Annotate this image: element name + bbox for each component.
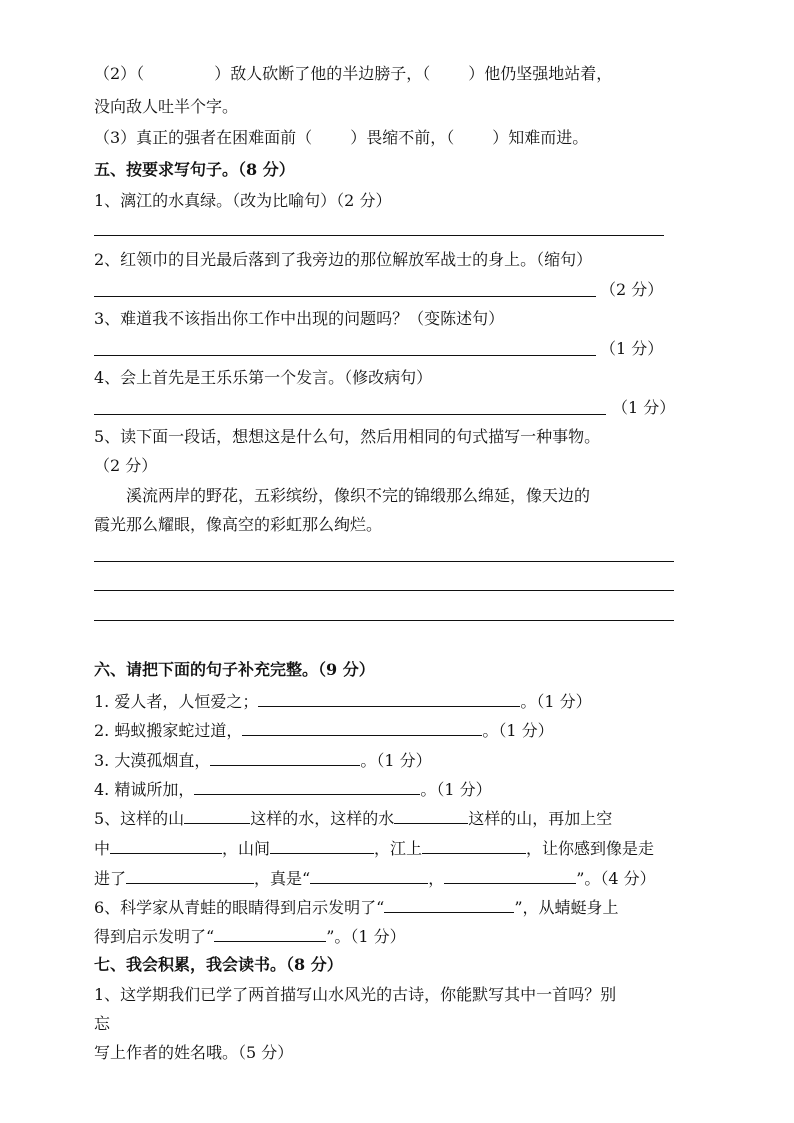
s6-q6-text-d: ”。（1 分） <box>326 927 406 946</box>
s5-q3-answer-line[interactable] <box>94 355 596 356</box>
s4-q3-text-b: ）畏缩不前，（ <box>350 128 455 147</box>
s6-q3 <box>94 749 432 771</box>
s6-q4-blank[interactable] <box>194 778 420 795</box>
s6-q2-blank[interactable] <box>242 719 482 736</box>
s6-q1 <box>94 690 592 712</box>
s6-q6-line1 <box>94 896 619 918</box>
s6-q5-text-j: ， <box>428 869 445 888</box>
s6-q3-text: 3. 大漠孤烟直， <box>94 751 211 770</box>
s6-q2-text: 2. 蚂蚁搬家蛇过道， <box>94 721 243 740</box>
s6-q6-text-b: ”，从蜻蜓身上 <box>514 898 619 917</box>
s6-q5-text-b: 这样的水，这样的水 <box>250 809 395 828</box>
s5-q1: 1、漓江的水真绿。（改为比喻句）（2 分） <box>94 191 392 210</box>
s6-q5-blank-2[interactable] <box>394 807 468 824</box>
s4-q3-line <box>94 128 588 148</box>
s6-q5-line1 <box>94 807 612 829</box>
s6-q6-text-c: 得到启示发明了“ <box>94 927 215 946</box>
section-7-title: 七、我会积累，我会读书。（8 分） <box>94 955 343 974</box>
s5-q3-score: （1 分） <box>600 339 664 358</box>
s6-q5-text-g: ，让你感到像是走 <box>526 839 655 858</box>
s6-q5-blank-8[interactable] <box>444 867 576 884</box>
s5-q4-score: （1 分） <box>612 398 676 417</box>
s4-q3-text-c: ）知难而进。 <box>492 128 589 147</box>
section-6-title: 六、请把下面的句子补充完整。（9 分） <box>94 660 375 679</box>
s6-q5-blank-1[interactable] <box>184 807 250 824</box>
s5-q2: 2、红领巾的目光最后落到了我旁边的那位解放军战士的身上。（缩句） <box>94 250 593 269</box>
s6-q5-blank-7[interactable] <box>310 867 428 884</box>
s4-q2-line2: 没向敌人吐半个字。 <box>94 97 239 116</box>
s6-q6-line2 <box>94 925 406 947</box>
s6-q4-text: 4. 精诚所加， <box>94 780 195 799</box>
s6-q5-text-h: 进了 <box>94 869 127 888</box>
s6-q2-score: 。（1 分） <box>482 721 554 740</box>
s5-q1-answer-line[interactable] <box>94 235 664 236</box>
s4-q2-line1 <box>94 64 612 84</box>
s5-q5-answer-line-2[interactable] <box>94 590 674 591</box>
s6-q6-text-a: 6、科学家从青蛙的眼睛得到启示发明了“ <box>94 898 385 917</box>
s4-q2-text-b: ）敌人砍断了他的半边膀子，（ <box>214 64 431 83</box>
s6-q5-blank-5[interactable] <box>422 837 526 854</box>
s6-q6-blank-2[interactable] <box>214 925 326 942</box>
s6-q5-blank-3[interactable] <box>110 837 222 854</box>
s6-q5-line2 <box>94 837 654 859</box>
s6-q1-score: 。（1 分） <box>520 692 592 711</box>
s6-q5-text-i: ，真是“ <box>254 869 311 888</box>
s5-q5-score: （2 分） <box>94 456 158 475</box>
s7-q1-line3: 写上作者的姓名哦。（5 分） <box>94 1043 294 1062</box>
s5-q5-answer-line-3[interactable] <box>94 620 674 621</box>
s6-q5-line3 <box>94 867 656 889</box>
s6-q5-text-a: 5、这样的山 <box>94 809 185 828</box>
s5-q5: 5、读下面一段话，想想这是什么句，然后用相同的句式描写一种事物。 <box>94 427 601 446</box>
s4-q2-text-c: ）他仍坚强地站着， <box>468 64 613 83</box>
s5-q2-score: （2 分） <box>600 280 664 299</box>
s4-q3-text-a: （3）真正的强者在困难面前（ <box>94 128 313 147</box>
s7-q1-line2: 忘 <box>94 1014 111 1033</box>
s5-q3: 3、难道我不该指出你工作中出现的问题吗？（变陈述句） <box>94 309 505 328</box>
s6-q5-blank-4[interactable] <box>270 837 374 854</box>
s6-q2 <box>94 719 554 741</box>
s4-q2-text-a: （2）（ <box>94 64 145 83</box>
s7-q1-line1: 1、这学期我们已学了两首描写山水风光的古诗，你能默写其中一首吗？别 <box>94 985 617 1004</box>
s5-q5-passage-line2: 霞光那么耀眼，像高空的彩虹那么绚烂。 <box>94 515 383 534</box>
s6-q5-text-e: ，山间 <box>222 839 271 858</box>
s6-q1-text: 1. 爱人者，人恒爱之； <box>94 692 259 711</box>
s6-q1-blank[interactable] <box>258 690 520 707</box>
s6-q5-blank-6[interactable] <box>126 867 254 884</box>
s6-q4 <box>94 778 492 800</box>
s6-q5-text-d: 中 <box>94 839 111 858</box>
s6-q5-text-f: ，江上 <box>374 839 423 858</box>
s5-q4: 4、会上首先是王乐乐第一个发言。（修改病句） <box>94 368 433 387</box>
s5-q4-answer-line[interactable] <box>94 414 606 415</box>
s5-q5-answer-line-1[interactable] <box>94 561 674 562</box>
s6-q3-blank[interactable] <box>210 749 360 766</box>
section-5-title: 五、按要求写句子。（8 分） <box>94 160 295 179</box>
s6-q5-text-k: ”。（4 分） <box>576 869 656 888</box>
s6-q4-score: 。（1 分） <box>420 780 492 799</box>
s5-q5-passage-line1: 溪流两岸的野花，五彩缤纷，像织不完的锦缎那么绵延，像天边的 <box>126 486 591 505</box>
s6-q6-blank-1[interactable] <box>384 896 514 913</box>
s6-q5-text-c: 这样的山，再加上空 <box>468 809 613 828</box>
s6-q3-score: 。（1 分） <box>360 751 432 770</box>
s5-q2-answer-line[interactable] <box>94 296 596 297</box>
